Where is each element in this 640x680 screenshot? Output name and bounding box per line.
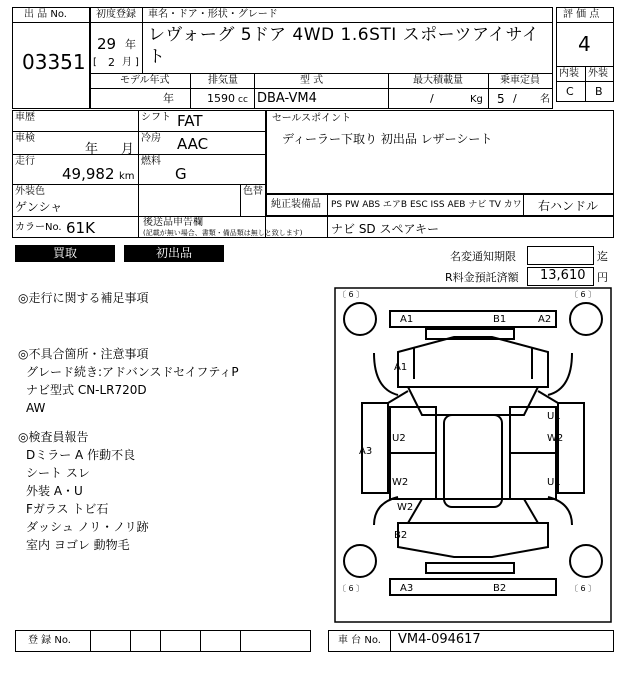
capacity-label: 乗車定員 [500,75,540,86]
displacement-value: 1590 [207,92,235,105]
grade-label: 評 価 点 [563,9,600,20]
mark-w2-right-door: W2 [547,433,564,444]
tire-size-rear-right: 〔 6 〕 [570,584,597,593]
capacity-unit: 名 [540,94,550,105]
car-body-diagram [334,287,612,623]
deadline-unit: 迄 [597,250,608,263]
mileage-unit: km [119,171,135,182]
mark-b2-rear-quarter: B2 [394,530,408,541]
max-load-unit: Kg [470,94,483,105]
inspection-month-unit: 月 [121,142,135,157]
mark-u2-left-front-door: U2 [392,433,406,444]
tire-rear-right [570,545,602,577]
tire-front-right [570,303,602,335]
ac-label: 冷房 [141,133,161,144]
max-load-label: 最大積載量 [413,75,463,86]
deadline-box [527,246,594,265]
after-items-note: (記載が無い場合、書類・備品類は無しと致します) [143,229,303,237]
tag-first-listing: 初出品 [124,245,224,262]
defect-line-2: ナビ型式 CN-LR720D [26,383,147,397]
car-name-label: 車名・ドア・形状・グレード [148,9,278,20]
ac-value: AAC [177,135,209,153]
exterior-grade: B [595,85,603,98]
tire-size-front-right: 〔 6 〕 [570,290,597,299]
after-items-value: ナビ SD スペアキー [331,222,440,236]
equipment-value: PS PW ABS エアB ESC ISS AEB ナビ TV カワ [331,200,522,210]
grade-value: 4 [578,32,591,56]
mark-a1-front-bumper-left: A1 [400,314,414,325]
tire-front-left [344,303,376,335]
exterior-color-label: 外装色 [15,186,45,197]
model-year-label: モデル年式 [120,75,170,86]
tire-size-front-left: 〔 6 〕 [338,290,365,299]
inspector-line-2: シート スレ [26,466,90,480]
sales-point-label: セールスポイント [272,113,352,124]
mark-w2-rear-window: W2 [397,502,414,513]
inspector-line-4: Fガラス トビ石 [26,502,109,516]
color-no-value: 61K [66,219,95,237]
recycle-label: R料金預託済額 [445,271,519,284]
mileage-label: 走行 [15,156,35,167]
displacement-label: 排気量 [208,75,238,86]
lot-number-label: 出 品 No. [24,9,67,20]
interior-grade: C [566,85,574,98]
inspector-line-1: Dミラー A 作動不良 [26,448,136,462]
mark-a3-left-side: A3 [359,446,373,457]
first-reg-year-unit: 年 [125,38,136,51]
model-type-value: DBA-VM4 [257,91,317,106]
first-reg-year: 29 [97,35,117,53]
max-load-sep: / [430,92,434,105]
inspection-label: 車検 [15,133,35,144]
tire-rear-left [344,545,376,577]
registration-no-label: 登 録 No. [28,635,71,646]
mark-a2-front-bumper-right: A2 [538,314,552,325]
tire-size-rear-left: 〔 6 〕 [338,584,365,593]
mark-u1-right-front-door: U1 [547,411,561,422]
capacity-value: 5 [497,92,505,106]
capacity-sep: / [513,92,517,105]
chassis-no-label: 車 台 No. [338,635,381,646]
exterior-color-value: ゲンシャ [15,200,63,214]
shift-label: シフト [141,112,171,123]
displacement-unit: cc [238,95,248,105]
drive-notes-title: ◎走行に関する補足事項 [18,291,149,305]
color-no-label: カラーNo. [15,222,62,233]
defect-line-3: AW [26,401,46,415]
inspector-line-5: ダッシュ ノリ・ノリ跡 [26,520,149,534]
color-change-label: 色替 [243,186,263,197]
exterior-label: 外装 [588,68,608,79]
mark-a3-rear-bumper: A3 [400,583,414,594]
first-reg-month-unit: 月 [122,57,132,68]
defect-line-1: グレード続き:アドバンスドセイフティP [26,365,239,379]
shift-value: FAT [177,112,203,130]
history-label: 車歴 [15,112,35,123]
steering-value: 右ハンドル [538,199,599,213]
recycle-unit: 円 [597,271,608,284]
deadline-label: 名変通知期限 [450,250,516,263]
mark-w2-left-rear-door: W2 [392,477,409,488]
defect-notes-title: ◎不具合箇所・注意事項 [18,347,149,361]
fuel-value: G [175,165,187,183]
recycle-value: 13,610 [540,268,586,283]
after-items-label: 後送品申告欄 [143,217,203,228]
car-name-value: レヴォーグ 5ドア 4WD 1.6STI スポーツアイサイト [148,25,540,67]
first-reg-label: 初度登録 [96,9,136,20]
inspector-title: ◎検査員報告 [18,430,89,444]
chassis-no-value: VM4-094617 [398,632,481,647]
fuel-label: 燃料 [141,156,161,167]
interior-label: 内装 [559,68,579,79]
model-year-unit: 年 [163,92,174,105]
inspection-year-unit: 年 [85,142,99,157]
mark-b1-front-bumper: B1 [493,314,507,325]
equipment-label: 純正装備品 [271,199,321,210]
inspector-line-6: 室内 ヨゴレ 動物毛 [26,538,130,552]
lot-number-value: 03351 [22,50,86,74]
mark-b2-rear-bumper: B2 [493,583,507,594]
mark-a1-left-fender: A1 [394,362,408,373]
inspector-line-3: 外装 A・U [26,484,83,498]
model-type-label: 型 式 [300,75,324,86]
sales-point-value: ディーラー下取り 初出品 レザーシート [282,132,493,146]
mileage-value: 49,982 [62,165,115,183]
tag-buyout: 買取 [15,245,115,262]
mark-u1-right-rear-door: U1 [547,477,561,488]
first-reg-month: 2 [108,56,115,69]
